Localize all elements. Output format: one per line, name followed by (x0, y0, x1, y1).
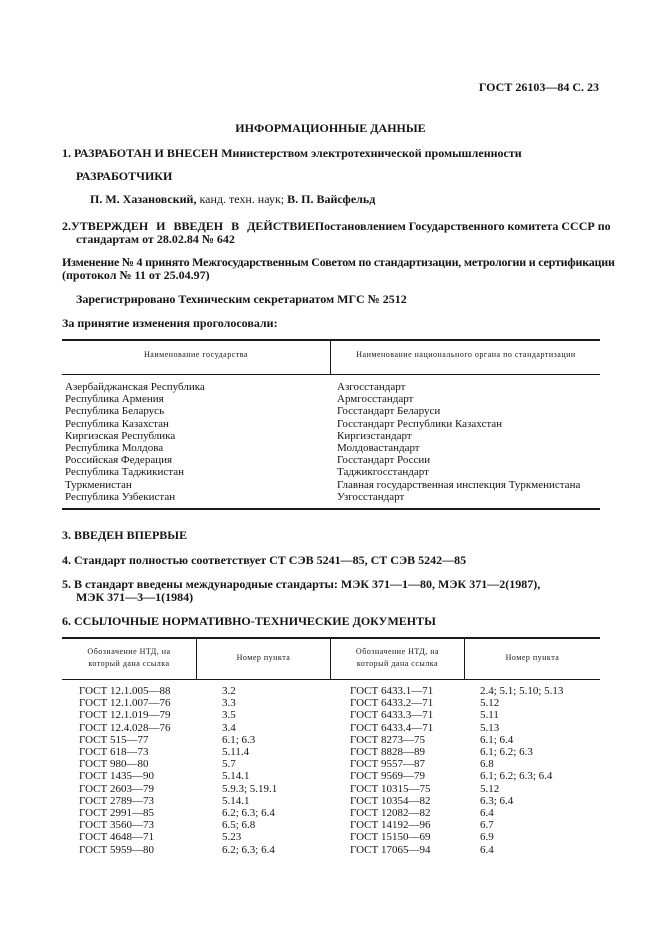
refs-header-designation-line-1: Обозначение НТД, на (87, 647, 171, 656)
refs-header-designation-line-2: который дана ссылка (88, 659, 170, 668)
ref-item: 5.11 (480, 709, 499, 722)
voted-note: За принятие изменения проголосовали: (62, 316, 278, 330)
states-header-state: Наименование государства (144, 350, 248, 359)
ref-item: 5.9.3; 5.19.1 (222, 782, 278, 795)
states-table-header-rule (62, 374, 600, 375)
state-name: Туркменистан (65, 478, 132, 491)
developer-1-degree: канд. техн. наук; (199, 192, 285, 206)
ref-doc: ГОСТ 6433.2—71 (350, 697, 434, 710)
ref-item: 6.1; 6.2; 6.3; 6.4 (480, 770, 553, 783)
refs-right-docs-column (350, 685, 433, 856)
standards-body: Киргизстандарт (337, 429, 412, 442)
state-name: Азербайджанская Республика (65, 381, 205, 393)
ref-item: 3.2 (222, 685, 236, 697)
ref-doc: ГОСТ 12.1.005—88 (79, 685, 171, 697)
amendment-line-2: (протокол № 11 от 25.04.97) (62, 268, 210, 282)
ref-item: 6.1; 6.3 (222, 733, 256, 746)
ref-doc: ГОСТ 10315—75 (350, 782, 431, 795)
developers-label: РАЗРАБОТЧИКИ (76, 169, 173, 183)
page-header: ГОСТ 26103—84 С. 23 (478, 80, 599, 94)
standards-body: Узгосстандарт (337, 490, 405, 503)
ref-item: 6.4 (480, 807, 494, 820)
section-2-bold: УТВЕРЖДЕН И ВВЕДЕН В ДЕЙСТВИЕ (71, 219, 315, 233)
ref-doc: ГОСТ 10354—82 (350, 794, 431, 807)
refs-table-header-rule (62, 679, 600, 680)
ref-item: 6.7 (480, 819, 494, 832)
ref-doc: ГОСТ 515—77 (79, 733, 149, 746)
refs-left-items-column (222, 685, 277, 856)
amendment-line-1: Изменение № 4 принято Межгосударственным Советом по стандартизации, метрологии и сертификации (62, 255, 615, 269)
ref-item: 3.3 (222, 697, 236, 710)
refs-header-designation-line-1: Обозначение НТД, на (355, 647, 440, 656)
ref-doc: ГОСТ 12.4.028—76 (79, 721, 171, 734)
states-column (65, 381, 205, 503)
ref-item: 5.12 (480, 697, 500, 710)
ref-item: 6.3; 6.4 (480, 794, 514, 807)
section-6-title: 6. ССЫЛОЧНЫЕ НОРМАТИВНО-ТЕХНИЧЕСКИЕ ДОКУМЕНТЫ (62, 614, 436, 628)
ref-doc: ГОСТ 15150—69 (350, 831, 431, 844)
refs-header-designation-line-2: который дана ссылка (356, 659, 439, 668)
ref-item: 5.7 (222, 758, 236, 771)
ref-doc: ГОСТ 618—73 (79, 746, 149, 759)
ref-doc: ГОСТ 17065—94 (350, 843, 431, 856)
ref-doc: ГОСТ 9569—79 (350, 770, 425, 783)
ref-item: 6.2; 6.3; 6.4 (222, 807, 275, 820)
ref-item: 5.13 (480, 721, 500, 734)
section-1-text: Министерством электротехнической промышленности (221, 146, 522, 160)
ref-item: 3.4 (222, 721, 236, 734)
ref-doc: ГОСТ 2789—73 (79, 794, 154, 807)
ref-doc: ГОСТ 2603—79 (79, 782, 154, 795)
ref-doc: ГОСТ 12.1.007—76 (79, 697, 171, 710)
refs-header-item-right: Номер пункта (505, 653, 560, 662)
ref-item: 5.14.1 (222, 770, 250, 783)
ref-doc: ГОСТ 12082—82 (350, 807, 431, 820)
ref-doc: ГОСТ 8273—75 (350, 733, 425, 746)
section-4: 4. Стандарт полностью соответствует СТ СЭВ 5241—85, СТ СЭВ 5242—85 (62, 553, 467, 567)
ref-doc: ГОСТ 980—80 (79, 758, 149, 771)
refs-right-items-column (480, 685, 563, 856)
standards-body: Армгосстандарт (337, 393, 414, 406)
ref-item: 6.1; 6.2; 6.3 (480, 746, 533, 759)
refs-left-docs-column (79, 685, 170, 856)
state-name: Республика Таджикистан (65, 466, 184, 479)
section-1-number: 1. (62, 146, 71, 160)
page-title: ИНФОРМАЦИОННЫЕ ДАННЫЕ (235, 121, 426, 135)
refs-header-designation-left (62, 646, 196, 670)
refs-header-item-left: Номер пункта (236, 653, 291, 662)
standards-body: Госстандарт Беларуси (337, 405, 441, 418)
standards-body: Госстандарт Республики Казахстан (337, 417, 503, 430)
ref-item: 5.14.1 (222, 794, 250, 807)
ref-doc: ГОСТ 14192—96 (350, 819, 431, 832)
refs-header-designation-right (331, 646, 464, 670)
ref-item: 6.8 (480, 758, 494, 771)
registered-note: Зарегистрировано Техническим секретариатом МГС № 2512 (76, 292, 407, 306)
section-2-number: 2. (62, 219, 71, 233)
standards-body: Таджикгосстандарт (337, 466, 429, 479)
state-name: Республика Армения (65, 393, 164, 406)
state-name: Республика Казахстан (65, 417, 169, 430)
section-2-line-2: стандартам от 28.02.84 № 642 (76, 232, 235, 246)
ref-item: 6.5; 6.8 (222, 819, 256, 832)
ref-item: 5.11.4 (222, 746, 250, 759)
ref-doc: ГОСТ 12.1.019—79 (79, 709, 171, 722)
states-table-bottom-rule (62, 508, 600, 510)
ref-item: 5.23 (222, 831, 242, 844)
section-2-text: Постановлением Государственного комитета СССР по (314, 219, 611, 233)
refs-table-top-rule (62, 637, 600, 639)
state-name: Республика Беларусь (65, 405, 165, 418)
section-3: 3. ВВЕДЕН ВПЕРВЫЕ (62, 528, 188, 542)
section-5-line-2: МЭК 371—3—1(1984) (76, 590, 194, 604)
developer-1-name: П. М. Хазановский, (90, 192, 197, 206)
ref-item: 6.4 (480, 843, 494, 856)
standards-body: Госстандарт России (337, 454, 431, 467)
states-header-body: Наименование национального органа по стандартизации (356, 350, 576, 359)
section-5-line-1: 5. В стандарт введены международные стандарты: МЭК 371—1—80, МЭК 371—2(1987), (62, 577, 541, 591)
ref-doc: ГОСТ 5959—80 (79, 843, 154, 856)
state-name: Киргизская Республика (65, 429, 176, 442)
ref-doc: ГОСТ 6433.3—71 (350, 709, 434, 722)
section-1-bold: РАЗРАБОТАН И ВНЕСЕН (74, 146, 219, 160)
ref-item: 3.5 (222, 709, 236, 722)
section-1 (62, 146, 522, 161)
standards-body: Молдовастандарт (337, 442, 420, 455)
ref-item: 5.12 (480, 782, 500, 795)
standards-body: Азгосстандарт (337, 381, 406, 393)
ref-doc: ГОСТ 4648—71 (79, 831, 154, 844)
ref-doc: ГОСТ 3560—73 (79, 819, 154, 832)
ref-item: 6.9 (480, 831, 494, 844)
ref-doc: ГОСТ 6433.4—71 (350, 721, 434, 734)
developers-line (90, 192, 375, 207)
ref-doc: ГОСТ 6433.1—71 (350, 685, 434, 697)
developer-2-name: В. П. Вайсфельд (287, 192, 376, 206)
states-table-top-rule (62, 339, 600, 341)
state-name: Российская Федерация (65, 454, 173, 467)
ref-item: 6.1; 6.4 (480, 733, 514, 746)
ref-doc: ГОСТ 1435—90 (79, 770, 154, 783)
ref-doc: ГОСТ 2991—85 (79, 807, 154, 820)
ref-item: 2.4; 5.1; 5.10; 5.13 (480, 685, 564, 697)
state-name: Республика Молдова (65, 442, 164, 455)
ref-doc: ГОСТ 8828—89 (350, 746, 425, 759)
standards-body: Главная государственная инспекция Туркменистана (337, 478, 581, 491)
bodies-column (337, 381, 580, 503)
state-name: Республика Узбекистан (65, 490, 176, 503)
ref-doc: ГОСТ 9557—87 (350, 758, 425, 771)
ref-item: 6.2; 6.3; 6.4 (222, 843, 275, 856)
